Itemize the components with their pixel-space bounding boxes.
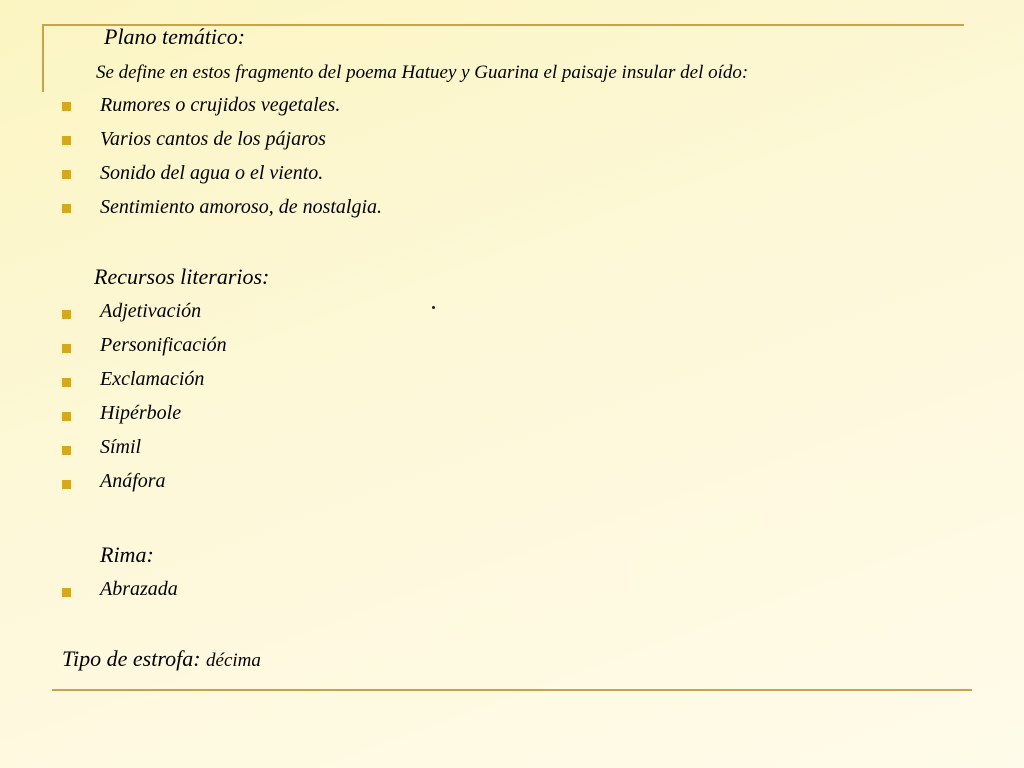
tematico-item-2: Varios cantos de los pájaros (100, 128, 326, 150)
recursos-item-6: Anáfora (100, 470, 166, 492)
bullet-icon (62, 378, 71, 387)
estrofa-label: Tipo de estrofa: (62, 646, 201, 671)
plano-tematico-intro: Se define en estos fragmento del poema Hatuey y Guarina el paisaje insular del oído: (96, 62, 749, 83)
recursos-heading: Recursos literarios: (94, 264, 270, 289)
bullet-icon (62, 170, 71, 179)
bullet-icon (62, 136, 71, 145)
bullet-icon (62, 204, 71, 213)
bullet-icon (62, 344, 71, 353)
bottom-rule (52, 689, 972, 691)
bullet-icon (62, 588, 71, 597)
bullet-icon (62, 310, 71, 319)
rima-heading: Rima: (100, 542, 154, 567)
recursos-item-4: Hipérbole (100, 402, 182, 424)
tematico-item-4: Sentimiento amoroso, de nostalgia. (100, 196, 383, 218)
bullet-icon (62, 412, 71, 421)
stray-dot (432, 306, 435, 309)
tematico-item-1: Rumores o crujidos vegetales. (100, 94, 341, 116)
bullet-icon (62, 480, 71, 489)
left-rule (42, 24, 44, 92)
bullet-icon (62, 102, 71, 111)
estrofa-value: décima (206, 650, 261, 671)
plano-tematico-heading: Plano temático: (104, 24, 246, 49)
tematico-item-3: Sonido del agua o el viento. (100, 162, 324, 184)
recursos-item-1: Adjetivación (100, 300, 202, 322)
recursos-item-5: Símil (100, 436, 142, 458)
recursos-item-3: Exclamación (100, 368, 205, 390)
recursos-item-2: Personificación (100, 334, 227, 356)
bullet-icon (62, 446, 71, 455)
rima-item-1: Abrazada (100, 578, 178, 600)
estrofa-line (62, 646, 261, 672)
